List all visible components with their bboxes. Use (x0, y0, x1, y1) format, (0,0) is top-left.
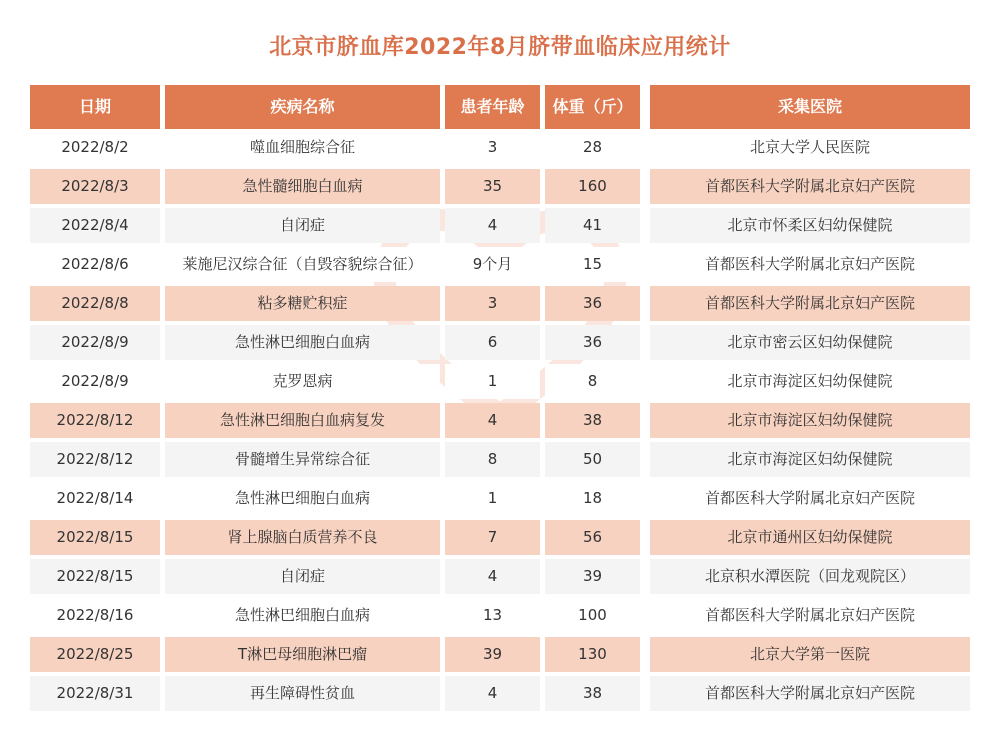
age-cell: 3 (445, 286, 540, 321)
hospital-cell: 北京市怀柔区妇幼保健院 (650, 208, 970, 243)
age-cell: 35 (445, 169, 540, 204)
disease-cell: 急性髓细胞白血病 (165, 169, 440, 204)
table-row (30, 481, 970, 520)
date-cell: 2022/8/15 (30, 520, 160, 555)
table-row (30, 520, 970, 559)
disease-cell: 噬血细胞综合征 (165, 130, 440, 165)
weight-cell: 28 (545, 130, 640, 165)
date-cell: 2022/8/31 (30, 676, 160, 711)
table-row (30, 364, 970, 403)
date-cell: 2022/8/12 (30, 442, 160, 477)
weight-cell: 56 (545, 520, 640, 555)
date-cell: 2022/8/25 (30, 637, 160, 672)
weight-cell: 15 (545, 247, 640, 282)
age-cell: 4 (445, 208, 540, 243)
table-row (30, 559, 970, 598)
table-row (30, 208, 970, 247)
table-row (30, 598, 970, 637)
date-cell: 2022/8/9 (30, 325, 160, 360)
date-cell: 2022/8/14 (30, 481, 160, 516)
disease-cell: 骨髓增生异常综合征 (165, 442, 440, 477)
disease-cell: 克罗恩病 (165, 364, 440, 399)
hospital-cell: 北京大学人民医院 (650, 130, 970, 165)
age-cell: 39 (445, 637, 540, 672)
weight-cell: 36 (545, 325, 640, 360)
header-weight: 体重（斤） (545, 85, 640, 129)
disease-cell: 急性淋巴细胞白血病 (165, 481, 440, 516)
date-cell: 2022/8/9 (30, 364, 160, 399)
table-row (30, 130, 970, 169)
date-cell: 2022/8/15 (30, 559, 160, 594)
hospital-cell: 北京市海淀区妇幼保健院 (650, 364, 970, 399)
weight-cell: 100 (545, 598, 640, 633)
hospital-cell: 首都医科大学附属北京妇产医院 (650, 598, 970, 633)
table-row (30, 676, 970, 715)
hospital-cell: 北京市海淀区妇幼保健院 (650, 442, 970, 477)
age-cell: 13 (445, 598, 540, 633)
hospital-cell: 北京市海淀区妇幼保健院 (650, 403, 970, 438)
date-cell: 2022/8/12 (30, 403, 160, 438)
header-date: 日期 (30, 85, 160, 129)
age-cell: 4 (445, 403, 540, 438)
hospital-cell: 首都医科大学附属北京妇产医院 (650, 286, 970, 321)
weight-cell: 39 (545, 559, 640, 594)
hospital-cell: 首都医科大学附属北京妇产医院 (650, 676, 970, 711)
disease-cell: 自闭症 (165, 559, 440, 594)
statistics-table (30, 85, 970, 715)
weight-cell: 38 (545, 403, 640, 438)
hospital-cell: 北京市通州区妇幼保健院 (650, 520, 970, 555)
age-cell: 8 (445, 442, 540, 477)
header-hospital: 采集医院 (650, 85, 970, 129)
date-cell: 2022/8/6 (30, 247, 160, 282)
table-row (30, 325, 970, 364)
disease-cell: 莱施尼汉综合征（自毁容貌综合征） (165, 247, 440, 282)
date-cell: 2022/8/4 (30, 208, 160, 243)
weight-cell: 18 (545, 481, 640, 516)
disease-cell: T淋巴母细胞淋巴瘤 (165, 637, 440, 672)
date-cell: 2022/8/8 (30, 286, 160, 321)
disease-cell: 再生障碍性贫血 (165, 676, 440, 711)
page-title: 北京市脐血库2022年8月脐带血临床应用统计 (269, 35, 731, 60)
age-cell: 4 (445, 559, 540, 594)
table-body (30, 130, 970, 715)
age-cell: 3 (445, 130, 540, 165)
disease-cell: 急性淋巴细胞白血病复发 (165, 403, 440, 438)
age-cell: 7 (445, 520, 540, 555)
weight-cell: 8 (545, 364, 640, 399)
weight-cell: 50 (545, 442, 640, 477)
weight-cell: 38 (545, 676, 640, 711)
disease-cell: 粘多糖贮积症 (165, 286, 440, 321)
table-header-row (30, 85, 970, 129)
disease-cell: 急性淋巴细胞白血病 (165, 325, 440, 360)
table-row (30, 637, 970, 676)
header-age: 患者年龄 (445, 85, 540, 129)
table-row (30, 286, 970, 325)
age-cell: 1 (445, 481, 540, 516)
hospital-cell: 首都医科大学附属北京妇产医院 (650, 169, 970, 204)
weight-cell: 130 (545, 637, 640, 672)
age-cell: 6 (445, 325, 540, 360)
table-row (30, 247, 970, 286)
age-cell: 9个月 (445, 247, 540, 282)
hospital-cell: 首都医科大学附属北京妇产医院 (650, 481, 970, 516)
disease-cell: 自闭症 (165, 208, 440, 243)
date-cell: 2022/8/3 (30, 169, 160, 204)
table-row (30, 169, 970, 208)
weight-cell: 36 (545, 286, 640, 321)
age-cell: 4 (445, 676, 540, 711)
hospital-cell: 北京市密云区妇幼保健院 (650, 325, 970, 360)
header-disease: 疾病名称 (165, 85, 440, 129)
disease-cell: 肾上腺脑白质营养不良 (165, 520, 440, 555)
hospital-cell: 首都医科大学附属北京妇产医院 (650, 247, 970, 282)
date-cell: 2022/8/16 (30, 598, 160, 633)
age-cell: 1 (445, 364, 540, 399)
disease-cell: 急性淋巴细胞白血病 (165, 598, 440, 633)
table-row (30, 442, 970, 481)
table-row (30, 403, 970, 442)
hospital-cell: 北京积水潭医院（回龙观院区） (650, 559, 970, 594)
weight-cell: 160 (545, 169, 640, 204)
date-cell: 2022/8/2 (30, 130, 160, 165)
hospital-cell: 北京大学第一医院 (650, 637, 970, 672)
weight-cell: 41 (545, 208, 640, 243)
